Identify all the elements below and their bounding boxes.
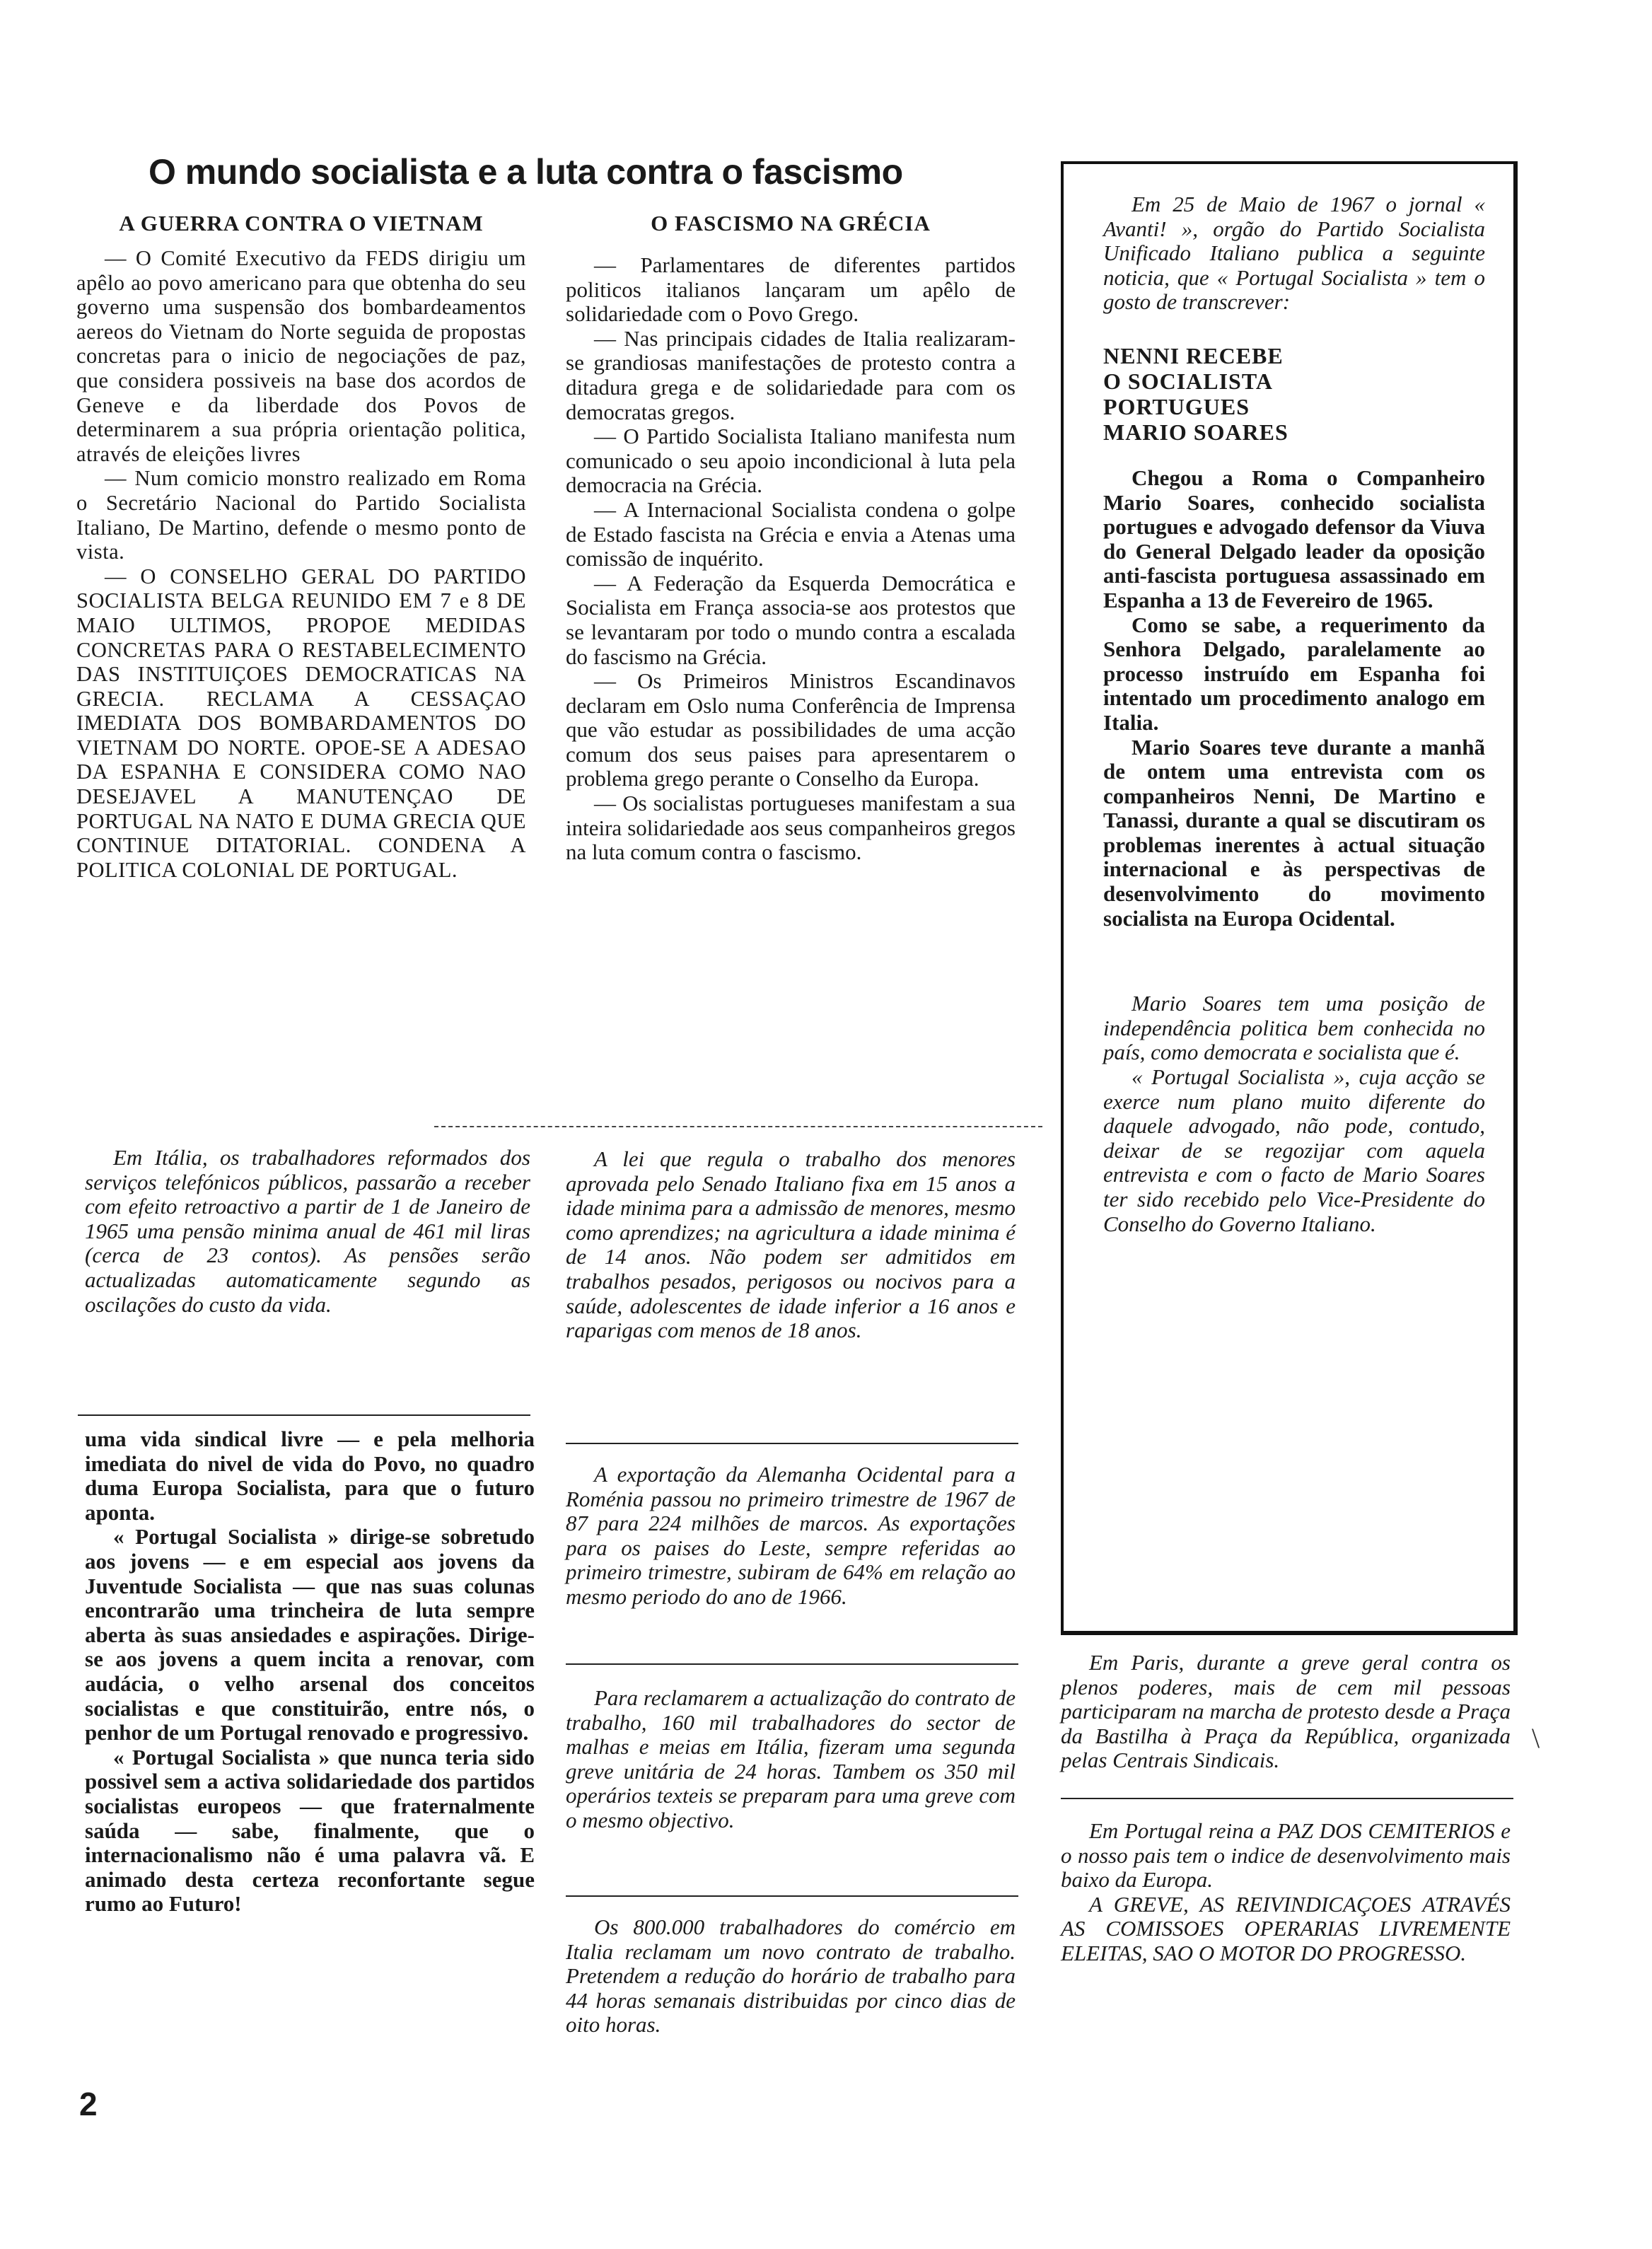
brief-malhas <box>566 1686 1016 1833</box>
grecia-paragraph: — A Federação da Esquerda Democrática e Socialista em França associa-se aos protestos que se levantaram por todo o mundo contra a escalada do fascismo na Grécia. <box>566 570 1016 669</box>
nenni-box <box>1061 161 1518 1635</box>
brief-text: A lei que regula o trabalho dos menores aprovada pelo Senado Italiano fixa em 15 anos a idade minima para a admissão de menores, mesmo como aprendizes; na agricultura a idade minima é de 14 anos. Não podem ser admitidos em trabalhos pesados, perigosos ou nocivos para a saúde, adolescentes de idade inferior a 16 anos e raparigas com menos de 18 anos. <box>566 1146 1016 1343</box>
box-paragraph: Chegou a Roma o Companheiro Mario Soares, conhecido socialista portugues e advogado defensor da Viuva do General Delgado leader da oposição anti-fascista portuguesa assassinado em Espanha a 13 de Fevereiro de 1965. <box>1103 465 1485 612</box>
vietnam-heading: A GUERRA CONTRA O VIETNAM <box>119 211 484 236</box>
grecia-paragraph: — Nas principais cidades de Italia realizaram-se grandiosas manifestações de protesto contra a ditadura grega e de solidariedade para com os democratas gregos. <box>566 325 1016 424</box>
grecia-paragraph: — Os socialistas portugueses manifestam a sua inteira solidariedade aos seus companheiros gregos na luta comum contra o fascismo. <box>566 791 1016 865</box>
grecia-paragraph: — A Internacional Socialista condena o golpe de Estado fascista na Grécia e envia a Atenas uma comissão de inquérito. <box>566 496 1016 571</box>
margin-mark: \ <box>1532 1722 1540 1754</box>
box-comment: Mario Soares tem uma posição de independência politica bem conhecida no país, como democrata e socialista que é. <box>1103 991 1485 1065</box>
grecia-paragraph: — Os Primeiros Ministros Escandinavos declaram em Oslo numa Conferência de Imprensa que vão estudar as possibilidades de uma acção comum dos seus paises para apresentarem o problema grego perante o Conselho da Europa. <box>566 668 1016 791</box>
brief-paris <box>1061 1651 1511 1773</box>
grecia-heading: O FASCISMO NA GRÉCIA <box>651 211 931 236</box>
brief-pensoes <box>85 1146 530 1317</box>
brief-comercio <box>566 1915 1016 2038</box>
editorial-paragraph: uma vida sindical livre — e pela melhoria imediata do nivel de vida do Povo, no quadro duma Europa Socialista, para que o futuro aponta. <box>85 1426 535 1525</box>
editorial-paragraph: « Portugal Socialista » que nunca teria sido possivel sem a activa solidariedade dos partidos socialistas europeos — que fraternalmente saúda — sabe, finalmente, que o internacionalismo não é uma palavra vã. E animado desta certeza reconfortante segue rumo ao Futuro! <box>85 1744 535 1917</box>
vietnam-paragraph: — O Comité Executivo da FEDS dirigiu um apêlo ao povo americano para que obtenha do seu governo uma suspensão dos bombardeamentos aereos do Vietnam do Norte seguida de propostas concretas para o inicio de negociações de paz, que considera possiveis na base dos acordos de Geneve e da liberdade dos Povos de determinarem a sua própria orientação politica, através de eleições livres <box>76 246 526 466</box>
brief-text: A exportação da Alemanha Ocidental para a Roménia passou no primeiro trimestre de 1967 de 87 para 224 milhões de marcos. As exportações para os paises do Leste, sempre referidas ao primeiro trimestre, subiram de 64% em relação ao mesmo periodo do ano de 1966. <box>566 1462 1016 1609</box>
page-headline: O mundo socialista e a luta contra o fascismo <box>149 152 903 192</box>
page-number: 2 <box>79 2086 98 2122</box>
brief-text: Em Portugal reina a PAZ DOS CEMITERIOS e o nosso pais tem o indice de desenvolvimento mais baixo da Europa. <box>1061 1818 1511 1893</box>
brief-menores <box>566 1147 1016 1343</box>
section-divider <box>434 1126 1042 1127</box>
divider <box>566 1443 1018 1444</box>
divider <box>1061 1798 1513 1799</box>
vietnam-paragraph: — Num comicio monstro realizado em Roma o Secretário Nacional do Partido Socialista Italiano, De Martino, defende o mesmo ponto de vista. <box>76 466 526 564</box>
box-intro: Em 25 de Maio de 1967 o jornal « Avanti! », orgão do Partido Socialista Unificado Italiano publica a seguinte noticia, que « Portugal Socialista » tem o gosto de transcrever: <box>1103 192 1485 315</box>
box-paragraph: Como se sabe, a requerimento da Senhora Delgado, paralelamente ao processo instruído em Espanha foi intentado um procedimento analogo em Italia. <box>1103 612 1485 735</box>
divider <box>78 1414 530 1416</box>
vietnam-paragraph: — O CONSELHO GERAL DO PARTIDO SOCIALISTA BELGA REUNIDO EM 7 e 8 DE MAIO ULTIMOS, PROPOE MEDIDAS CONCRETAS PARA O RESTABELECIMENTO DAS INSTITUIÇOES DEMOCRATICAS NA GRECIA. RECLAMA A CESSAÇAO IMEDIATA DOS BOMBARDAMENTOS DO VIETNAM DO NORTE. OPOE-SE A ADESAO DA ESPANHA E CONSIDERA COMO NAO DESEJAVEL A MANUTENÇAO DE PORTUGAL NA NATO E DUMA GRECIA QUE CONTINUE DITATORIAL. CONDENA A POLITICA COLONIAL DE PORTUGAL. <box>76 564 526 882</box>
brief-text: Em Paris, durante a greve geral contra os plenos poderes, mais de cem mil pessoas participaram na marcha de protesto desde a Praça da Bastilha à Praça da República, organizada pelas Centrais Sindicais. <box>1061 1650 1511 1773</box>
brief-text: Os 800.000 trabalhadores do comércio em Italia reclamam um novo contrato de trabalho. Pretendem a redução do horário de trabalho para 44 horas semanais distribuidas por cinco dias de oito horas. <box>566 1914 1016 2038</box>
divider <box>566 1663 1018 1665</box>
editorial-paragraph: « Portugal Socialista » dirige-se sobretudo aos jovens — e em especial aos jovens da Juventude Socialista — que nas suas colunas encontrarão uma trincheira de luta sempre aberta às suas ansiedades e aspirações. Dirige-se aos jovens a quem incita a renovar, com audácia, o velho arsenal dos conceitos socialistas e que constituirão, entre nós, o penhor de um Portugal renovado e progressivo. <box>85 1524 535 1745</box>
divider <box>566 1895 1018 1897</box>
brief-text: Em Itália, os trabalhadores reformados dos serviços telefónicos públicos, passarão a receber com efeito retroactivo a partir de 1 de Janeiro de 1965 uma pensão minima anual de 461 mil liras (cerca de 23 contos). As pensões serão actualizadas automaticamente segundo as oscilações do custo da vida. <box>85 1145 530 1317</box>
editorial-column <box>85 1427 535 1917</box>
box-comment: « Portugal Socialista », cuja acção se exerce num plano muito diferente do daquele advogado, não pode, contudo, deixar de se regozijar com aquela entrevista e com o facto de Mario Soares ter sido recebido pelo Vice-Presidente do Conselho do Governo Italiano. <box>1103 1064 1485 1236</box>
box-title: NENNI RECEBE O SOCIALISTA PORTUGUES MARIO SOARES <box>1103 342 1289 445</box>
brief-exportacao <box>566 1463 1016 1610</box>
brief-text: Para reclamarem a actualização do contrato de trabalho, 160 mil trabalhadores do sector de malhas e meias em Itália, fizeram uma segunda greve unitária de 24 horas. Tambem os 350 mil operários texteis se preparam para uma greve com o mesmo objectivo. <box>566 1685 1016 1832</box>
grecia-paragraph: — O Partido Socialista Italiano manifesta num comunicado o seu apoio incondicional à luta pela democracia na Grécia. <box>566 424 1016 498</box>
vietnam-column <box>76 211 526 882</box>
box-paragraph: Mario Soares teve durante a manhã de ontem uma entrevista com os companheiros Nenni, De Martino e Tanassi, durante a qual se discutiram os problemas inerentes à actual situação internacional e às perspectivas de desenvolvimento do movimento socialista na Europa Ocidental. <box>1103 734 1485 931</box>
brief-portugal <box>1061 1819 1511 1966</box>
grecia-column <box>566 211 1016 865</box>
grecia-paragraph: — Parlamentares de diferentes partidos politicos italianos lançaram um apêlo de solidariedade com o Povo Grego. <box>566 252 1016 327</box>
box-content <box>1103 192 1485 1236</box>
brief-text: A GREVE, AS REIVINDICAÇOES ATRAVÉS AS COMISSOES OPERARIAS LIVREMENTE ELEITAS, SAO O MOTOR DO PROGRESSO. <box>1061 1891 1511 1965</box>
